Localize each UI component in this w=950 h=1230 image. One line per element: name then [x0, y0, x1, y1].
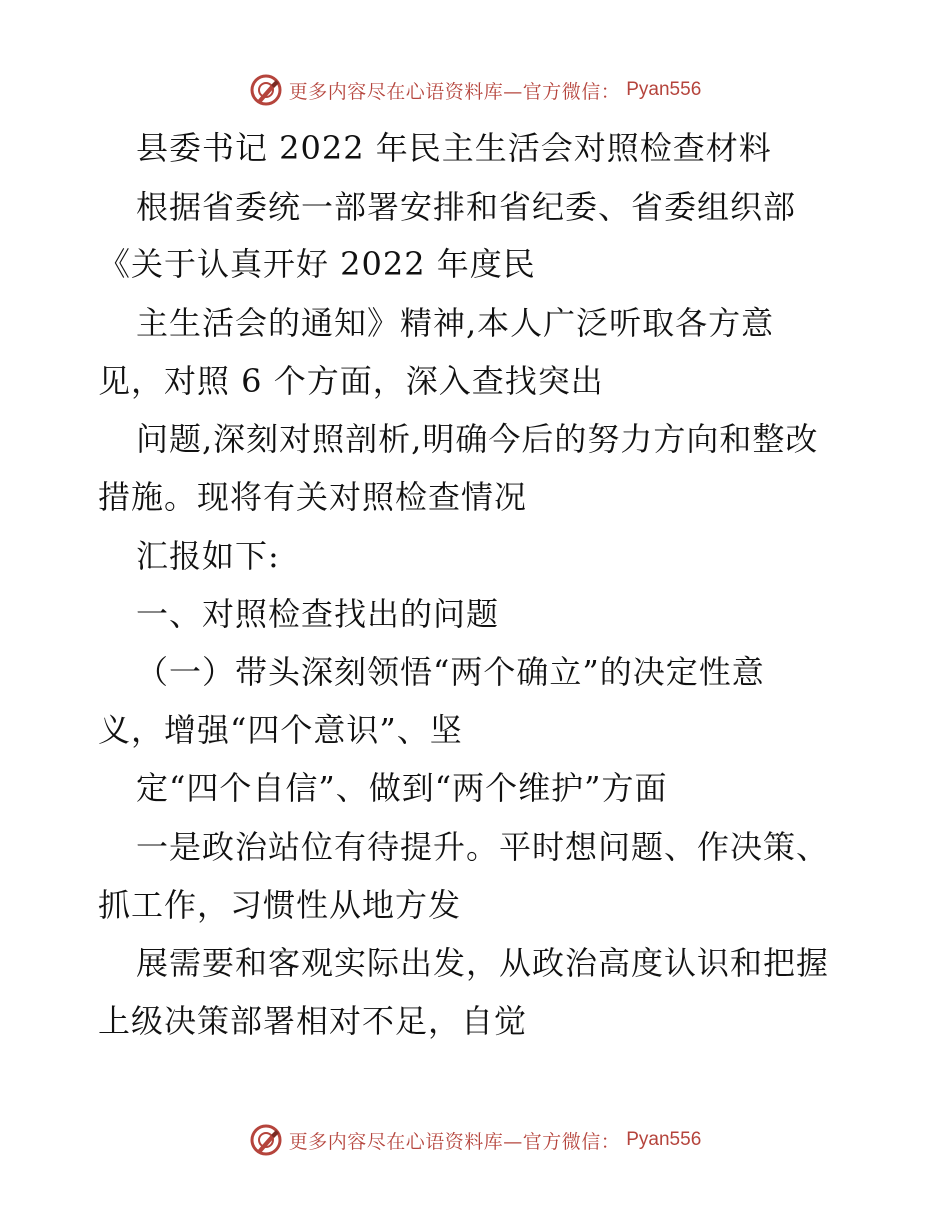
paragraph-line: 抓工作，习惯性从地方发 [98, 886, 462, 924]
watermark-text: 更多内容尽在心语资料库—官方微信： [288, 80, 621, 103]
watermark-text: 更多内容尽在心语资料库—官方微信： [288, 1130, 621, 1153]
paragraph-line: 主生活会的通知》精神,本人广泛听取各方意 [136, 304, 775, 342]
subsection-heading: 定“四个自信”、做到“两个维护”方面 [136, 769, 668, 807]
section-heading: 一、对照检查找出的问题 [136, 595, 500, 633]
paragraph-line: 措施。现将有关对照检查情况 [98, 478, 528, 516]
watermark-wechat-id: Pyan556 [626, 1129, 702, 1150]
paragraph-line: 一是政治站位有待提升。平时想问题、作决策、 [136, 828, 830, 866]
paragraph-line: 《关于认真开好 2022 年度民 [98, 245, 536, 283]
watermark-wechat-id: Pyan556 [626, 79, 702, 100]
paragraph-line: 上级决策部署相对不足，自觉 [98, 1002, 528, 1040]
subsection-heading: （一）带头深刻领悟“两个确立”的决定性意 [136, 653, 765, 691]
paragraph-line: 汇报如下: [136, 537, 280, 575]
paragraph-line: 根据省委统一部署安排和省纪委、省委组织部 [136, 188, 797, 226]
subsection-heading: 义，增强“四个意识”、坚 [98, 711, 463, 749]
pen-logo-icon [249, 73, 283, 107]
paragraph-line: 见，对照 6 个方面，深入查找突出 [98, 362, 604, 400]
footer-watermark [0, 1120, 950, 1160]
paragraph-line: 问题,深刻对照剖析,明确今后的努力方向和整改 [136, 420, 819, 458]
paragraph-line: 展需要和客观实际出发，从政治高度认识和把握 [136, 944, 830, 982]
document-title: 县委书记 2022 年民主生活会对照检查材料 [136, 129, 772, 167]
pen-logo-icon [249, 1123, 283, 1157]
header-watermark [0, 70, 950, 110]
